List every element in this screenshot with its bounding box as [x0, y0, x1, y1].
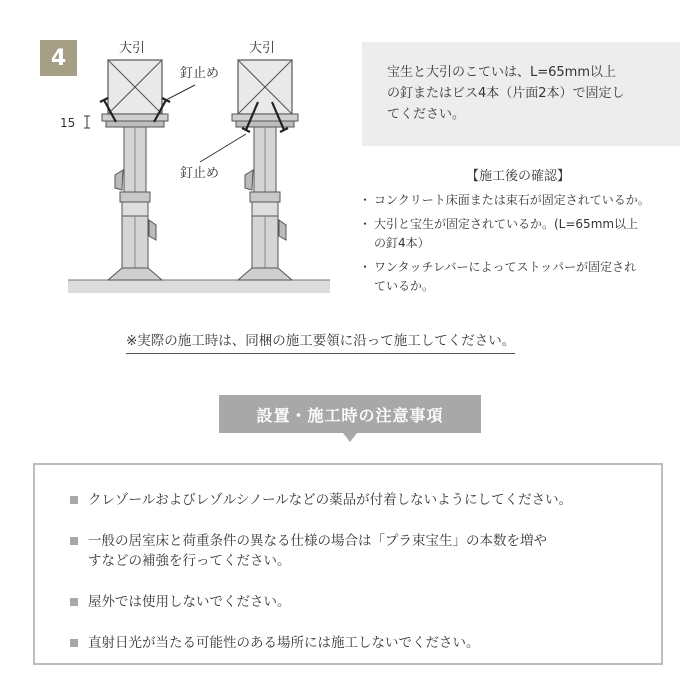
right-support-post: [232, 60, 298, 280]
caution-item: [70, 490, 660, 510]
check-item: [356, 258, 696, 296]
floor-slab: [68, 280, 330, 293]
info-line-1: 宝生と大引のこていは、L=65mm以上: [387, 65, 617, 80]
check-item-line-1: コンクリート床面または束石が固定されているか。: [374, 193, 650, 207]
top-nail-label: 釘止め: [180, 66, 220, 81]
info-text: [387, 62, 672, 125]
left-support-post: [100, 60, 170, 280]
info-line-2: の釘またはビス4本（片面2本）で固定し: [387, 86, 625, 101]
top-nail-leader: [166, 85, 195, 100]
step-number-badge: 4: [40, 40, 77, 76]
banner-pointer: [343, 433, 357, 442]
caution-item: [70, 592, 660, 612]
bottom-nail-label: 釘止め: [180, 166, 220, 181]
construction-note: ※実際の施工時は、同梱の施工要領に沿って施工してください。: [126, 329, 515, 354]
check-item-line-2: ているか。: [374, 279, 435, 293]
right-beam-label: 大引: [249, 41, 276, 56]
caution-title: 設置・施工時の注意事項: [219, 395, 481, 433]
square-bullet-icon: [70, 639, 78, 647]
check-item-line-1: ワンタッチレバーによってストッパーが固定され: [374, 260, 637, 274]
left-beam-label: 大引: [119, 41, 146, 56]
square-bullet-icon: [70, 496, 78, 504]
caution-list: [70, 490, 660, 653]
bullet: ・: [359, 260, 372, 274]
caution-item-line-1: 屋外では使用しないでください。: [88, 594, 291, 610]
caution-item-line-1: 一般の居室床と荷重条件の異なる仕様の場合は「プラ束宝生」の本数を増や: [88, 533, 547, 549]
square-bullet-icon: [70, 537, 78, 545]
check-title: 【施工後の確認】: [466, 169, 571, 184]
caution-item: [70, 633, 660, 653]
check-item: [356, 215, 696, 253]
info-line-3: てください。: [387, 107, 466, 122]
square-bullet-icon: [70, 598, 78, 606]
caution-item-line-2: すなどの補強を行ってください。: [88, 553, 291, 569]
bullet: ・: [359, 193, 372, 207]
caution-item-line-1: クレゾールおよびレゾルシノールなどの薬品が付着しないようにしてください。: [88, 492, 573, 508]
dimension-mark: [84, 116, 90, 128]
caution-item: [70, 531, 660, 571]
dimension-label: 15: [60, 116, 76, 130]
caution-item-line-1: 直射日光が当たる可能性のある場所には施工しないでください。: [88, 635, 480, 651]
check-item: [356, 191, 696, 210]
check-list: [356, 191, 696, 301]
bullet: ・: [359, 217, 372, 231]
check-item-line-1: 大引と宝生が固定されているか。(L=65mm以上: [374, 217, 639, 231]
bottom-nail-leader: [200, 134, 246, 162]
check-item-line-2: の釘4本）: [374, 236, 430, 250]
